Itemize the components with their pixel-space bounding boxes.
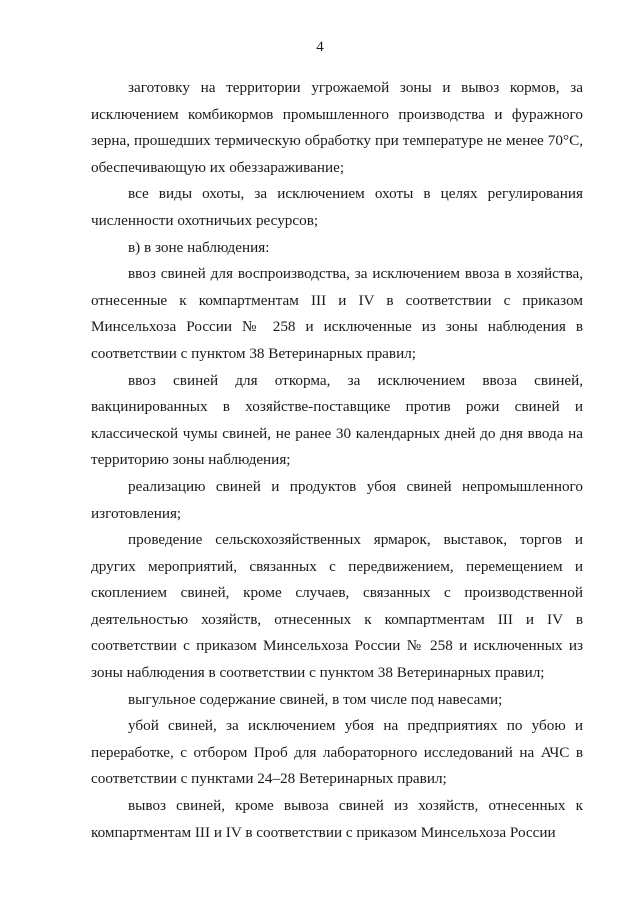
- paragraph: заготовку на территории угрожаемой зоны и вывоз кормов, за исключением комбикормов промышленного производства и фуражного зерна, прошедших термическую обработку при температуре не менее 70°С, обеспечивающую их обеззараживание;: [91, 79, 583, 176]
- paragraph: выгульное содержание свиней, в том числе под навесами;: [128, 690, 503, 708]
- paragraph: ввоз свиней для откорма, за исключением ввоза свиней, вакцинированных в хозяйстве-поставщике против рожи свиней и классической чумы свиней, не ранее 30 календарных дней до дня ввода на территорию зоны наблюдения;: [91, 371, 583, 469]
- paragraph: реализацию свиней и продуктов убоя свиней непромышленного изготовления;: [91, 477, 583, 522]
- document-body: [91, 75, 583, 846]
- paragraph: убой свиней, за исключением убоя на предприятиях по убою и переработке, с отбором Проб для лабораторного исследований на АЧС в соответствии с пунктами 24–28 Ветеринарных правил;: [91, 717, 583, 788]
- paragraph: все виды охоты, за исключением охоты в целях регулирования численности охотничьих ресурсов;: [91, 185, 583, 229]
- paragraph: проведение сельскохозяйственных ярмарок, выставок, торгов и других мероприятий, связанных с передвижением, перемещением и скоплением свиней, кроме случаев, связанных с производственной деятельностью хозяйств, отнесенных к компартментам III и IV в соответствии с приказом Минсельхоза России № 258 и исключенных из зоны наблюдения в соответствии с пунктом 38 Ветеринарных правил;: [91, 531, 583, 682]
- paragraph: ввоз свиней для воспроизводства, за исключением ввоза в хозяйства, отнесенные к компартментам III и IV в соответствии с приказом Минсельхоза России № 258 и исключенные из зоны наблюдения в соответствии с пунктом 38 Ветеринарных правил;: [91, 265, 583, 362]
- page-number: 4: [316, 39, 324, 55]
- paragraph: вывоз свиней, кроме вывоза свиней из хозяйств, отнесенных к компартментам III и IV в соответствии с приказом Минсельхоза России: [91, 797, 583, 841]
- paragraph: в) в зоне наблюдения:: [128, 238, 270, 256]
